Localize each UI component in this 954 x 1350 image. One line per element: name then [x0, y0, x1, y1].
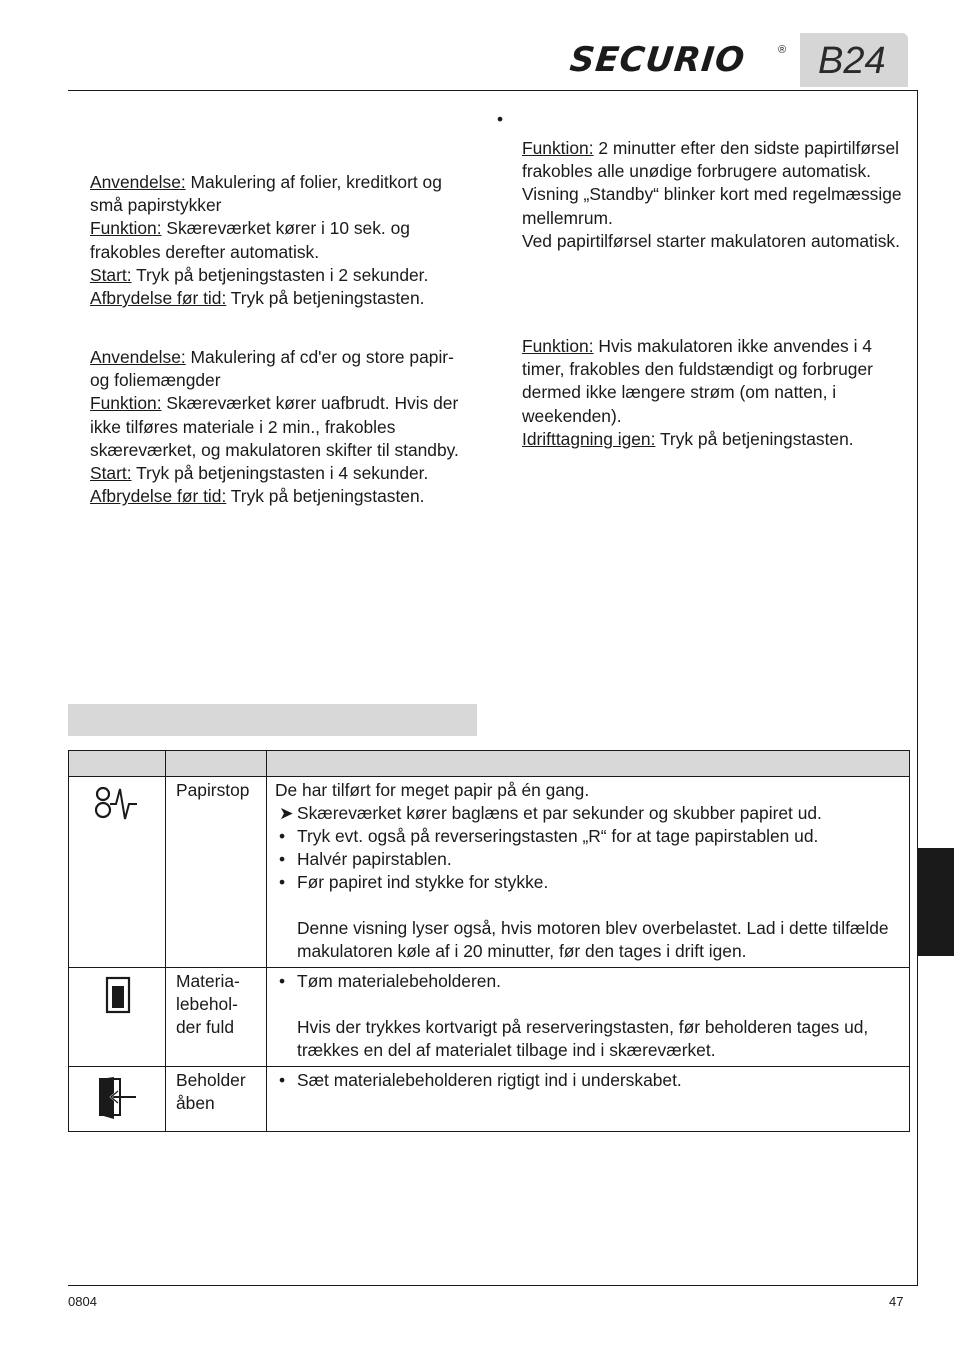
- text: Tryk på betjeningstasten.: [226, 288, 425, 309]
- bullet-marker: •: [279, 849, 286, 869]
- icon-cell: [69, 777, 166, 968]
- text: Tryk på betjeningstasten.: [655, 428, 854, 449]
- bin-full-icon: [105, 976, 131, 1014]
- status-label: Materia- lebehol- der fuld: [166, 968, 267, 1067]
- list-item: [275, 970, 903, 993]
- paper-jam-icon: [95, 785, 141, 823]
- status-label: Beholder åben: [166, 1067, 267, 1132]
- text: Makulering af folier, kreditkort og små papirstykker: [90, 172, 442, 216]
- bullet: •: [497, 109, 504, 129]
- action-list: [275, 1069, 903, 1092]
- spacer: [275, 993, 903, 1016]
- registered-mark: ®: [778, 44, 787, 56]
- text: Visning „Standby“ blinker kort med regelmæssige mellemrum.: [522, 184, 902, 228]
- list-item: [275, 848, 903, 871]
- table-row: [69, 1067, 910, 1132]
- error-table: [68, 750, 910, 1132]
- text: Skæreværket kører baglæns et par sekunder og skubber papiret ud.: [297, 803, 822, 823]
- text: Hvis makulatoren ikke anvendes i 4 timer, frakobles den fuldstændigt og forbruger dermed ikke længere strøm (om natten, i weekenden).: [522, 336, 873, 426]
- label: Funktion:: [90, 218, 162, 239]
- brand-logo: SECURIO: [567, 40, 748, 80]
- label: Funktion:: [522, 138, 594, 158]
- bullet-marker: •: [279, 872, 286, 892]
- description-cell: [267, 968, 910, 1067]
- list-item: [275, 1069, 903, 1092]
- list-item: [275, 802, 903, 825]
- bullet-marker: •: [279, 1070, 286, 1090]
- bottom-rule: [68, 1285, 918, 1286]
- text: Skæreværket kører i 10 sek. og frakobles derefter automatisk.: [90, 218, 410, 262]
- description-cell: [267, 777, 910, 968]
- label: Funktion:: [90, 393, 162, 414]
- header-cell: [69, 751, 166, 777]
- model-name: B24: [818, 40, 886, 82]
- note: Hvis der trykkes kortvarigt på reserveringstasten, før beholderen tages ud, trækkes en del af materialet tilbage ind i skæreværket.: [297, 1017, 869, 1060]
- arrow-marker: ➤: [279, 803, 294, 823]
- text: 2 minutter efter den sidste papirtilførsel frakobles alle unødige forbrugere automatisk.: [522, 138, 899, 182]
- text: Tryk evt. også på reverseringstasten „R“ for at tage papirstablen ud.: [297, 826, 819, 846]
- right-block-2: [522, 335, 907, 451]
- status-label: Papirstop: [166, 777, 267, 968]
- door-open-icon: [98, 1075, 138, 1121]
- doc-code: 0804: [68, 1294, 97, 1309]
- text: Før papiret ind stykke for stykke.: [297, 872, 549, 892]
- label: Start:: [90, 463, 132, 484]
- label: Idrifttagning igen:: [522, 428, 656, 449]
- action-list: [275, 802, 903, 894]
- description-intro: De har tilført for meget papir på én gang.: [275, 780, 590, 800]
- text: Tryk på betjeningstasten i 2 sekunder.: [131, 264, 429, 285]
- list-item: [275, 825, 903, 848]
- page-number: 47: [889, 1294, 904, 1309]
- left-block-1: [90, 171, 470, 310]
- description-cell: [267, 1067, 910, 1132]
- table-row: [69, 777, 910, 968]
- section-heading-bar: [68, 704, 477, 736]
- text: Ved papirtilførsel starter makulatoren automatisk.: [522, 230, 900, 251]
- text: Sæt materialebeholderen rigtigt ind i underskabet.: [297, 1070, 682, 1090]
- text: Halvér papirstablen.: [297, 849, 452, 869]
- label: Start:: [90, 264, 132, 285]
- label: Afbrydelse før tid:: [90, 288, 227, 309]
- text: Makulering af cd'er og store papir- og foliemængder: [90, 347, 454, 391]
- label: Anvendelse:: [90, 347, 186, 367]
- spacer: [275, 894, 903, 917]
- label: Funktion:: [522, 336, 594, 356]
- section-tab: [917, 848, 954, 956]
- note: Denne visning lyser også, hvis motoren blev overbelastet. Lad i dette tilfælde makulatoren køle af i 20 minutter, før den tages i drift igen.: [297, 918, 889, 961]
- bullet-marker: •: [279, 971, 286, 991]
- top-rule: [68, 90, 918, 91]
- label: Afbrydelse før tid:: [90, 486, 227, 507]
- text: Tryk på betjeningstasten.: [226, 486, 425, 507]
- list-item: [275, 871, 903, 894]
- icon-cell: [69, 1067, 166, 1132]
- table-row: [69, 968, 910, 1067]
- text: Tøm materialebeholderen.: [297, 971, 501, 991]
- table-header-row: [69, 751, 910, 777]
- header-cell: [267, 751, 910, 777]
- icon-cell: [69, 968, 166, 1067]
- text: Tryk på betjeningstasten i 4 sekunder.: [131, 463, 429, 484]
- right-block-1: [522, 137, 907, 253]
- left-block-2: [90, 346, 470, 508]
- action-list: [275, 970, 903, 993]
- label: Anvendelse:: [90, 172, 186, 192]
- text: Skæreværket kører uafbrudt. Hvis der ikke tilføres materiale i 2 min., frakobles skæreværket, og makulatoren skifter til standby.: [90, 393, 459, 460]
- right-rule: [917, 90, 918, 1286]
- header-cell: [166, 751, 267, 777]
- bullet-marker: •: [279, 826, 286, 846]
